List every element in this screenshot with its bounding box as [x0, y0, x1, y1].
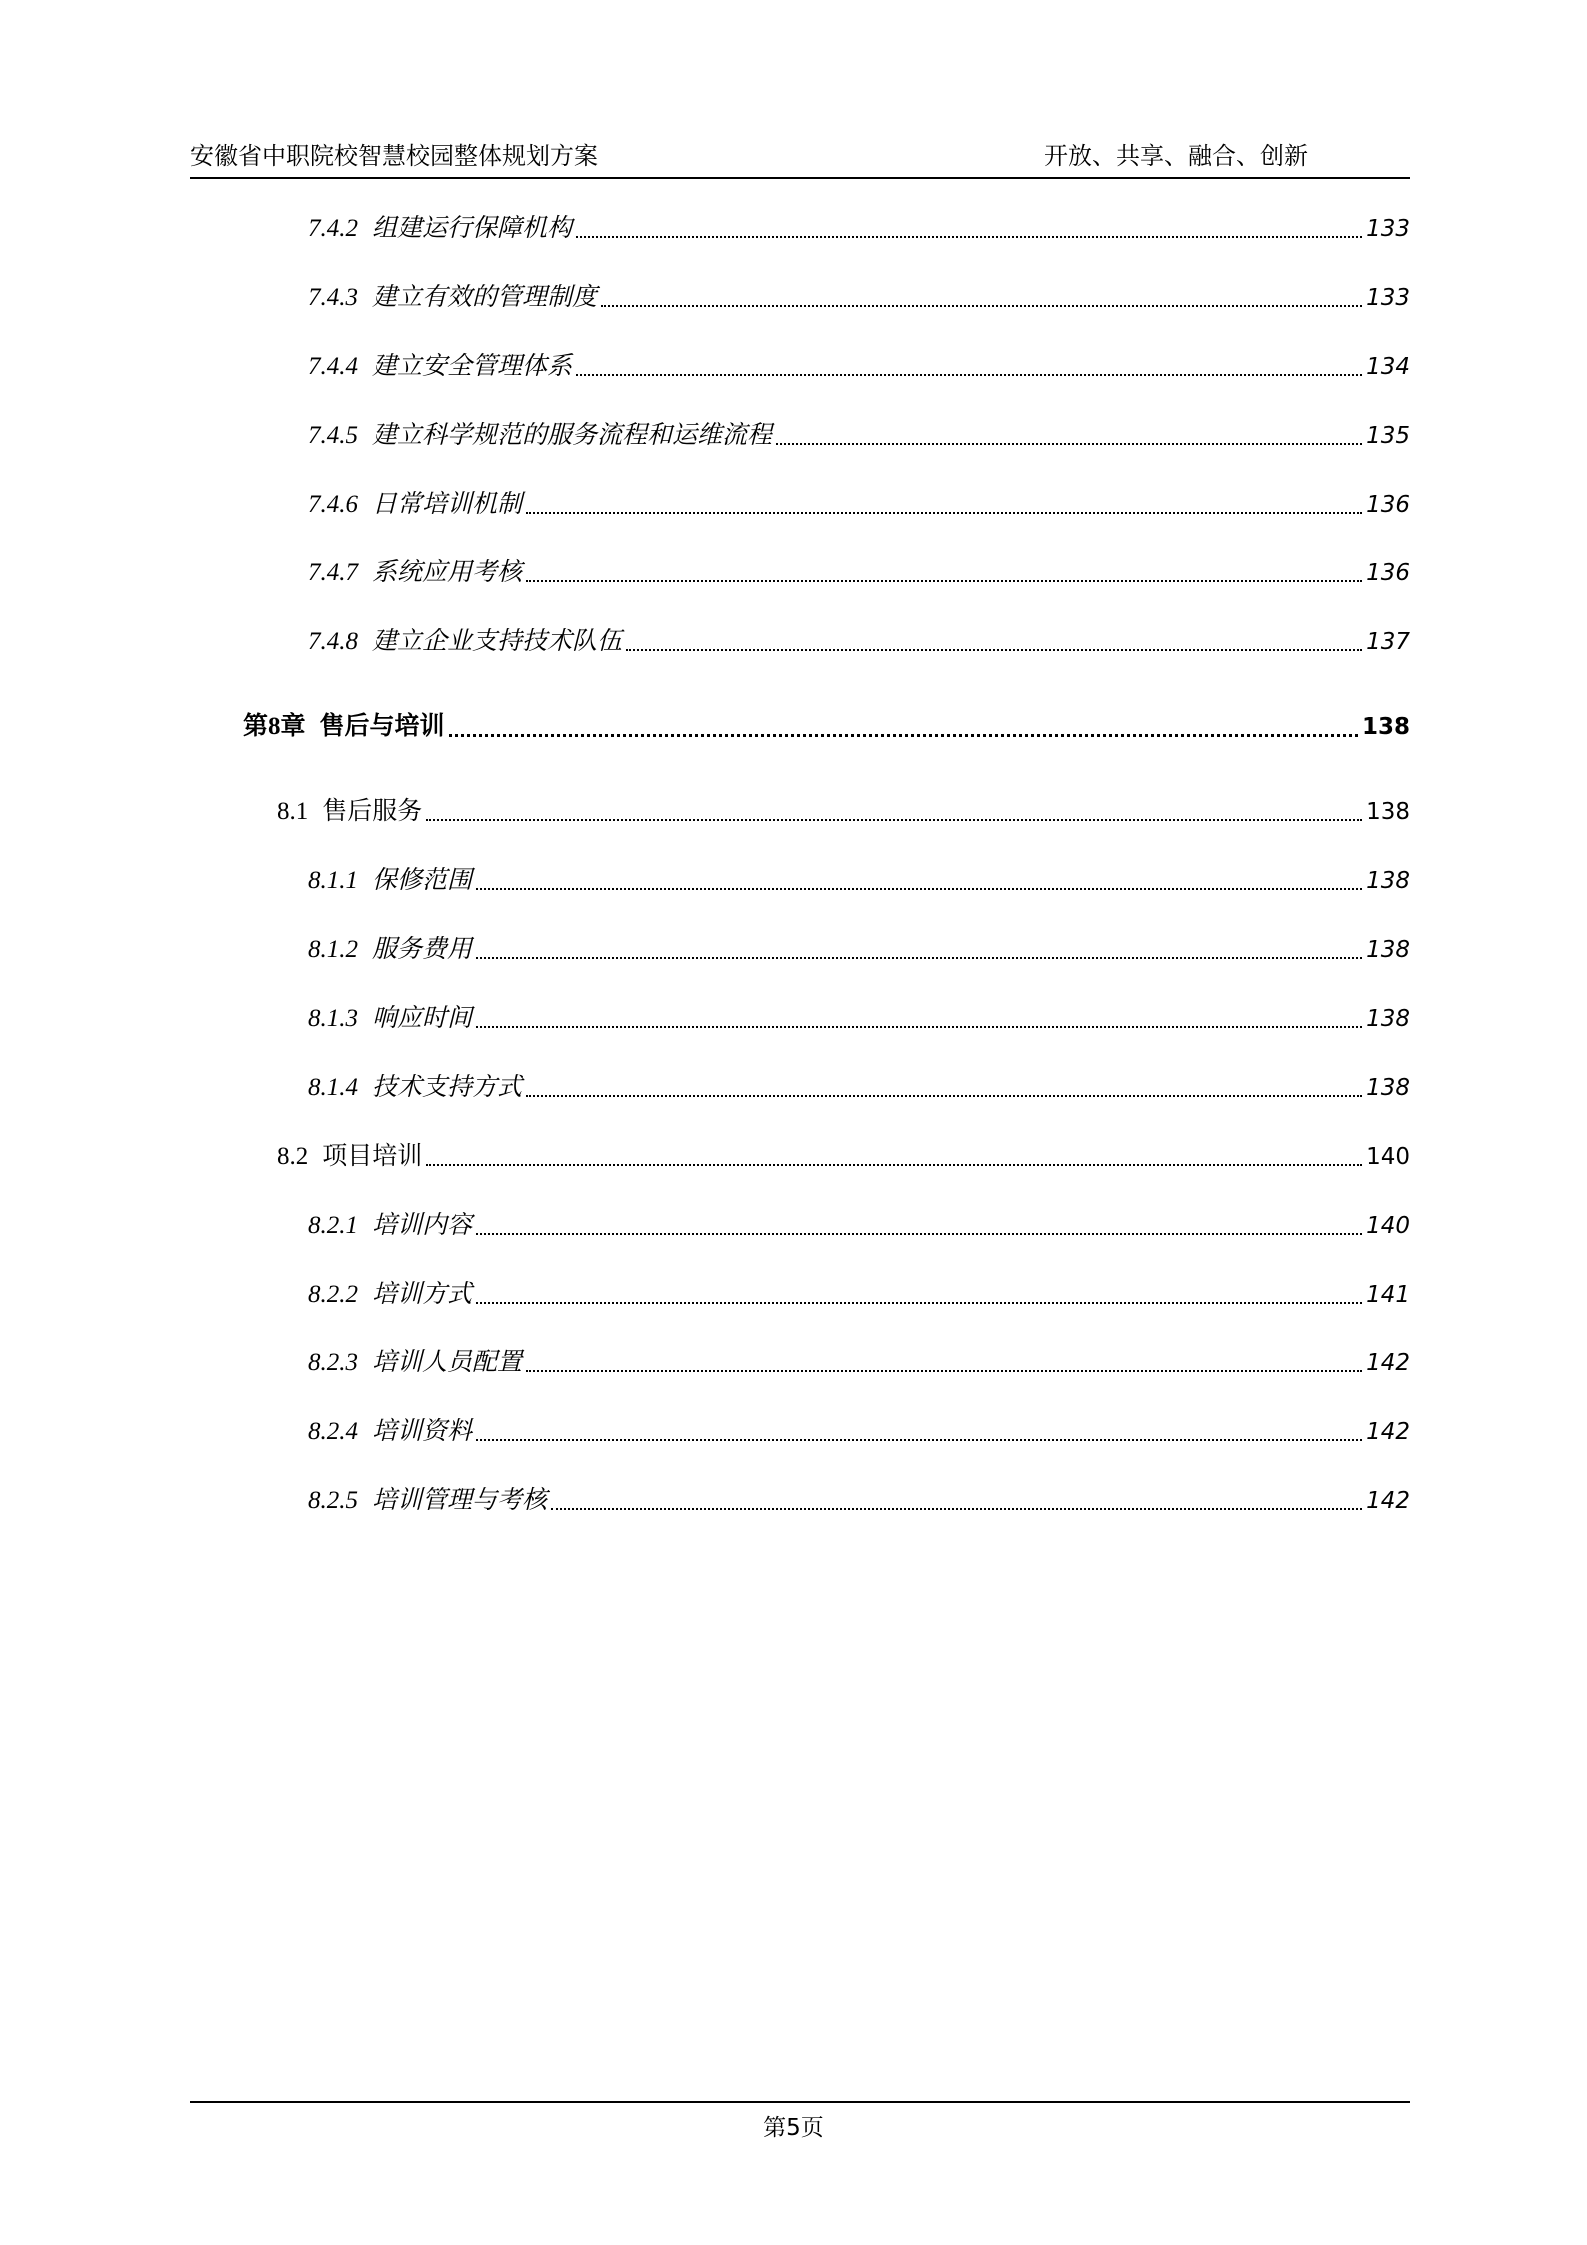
toc-entry[interactable]	[308, 1067, 1410, 1107]
toc-entry-number: 8.1.1	[308, 867, 358, 894]
toc-entry-title: 建立有效的管理制度	[372, 282, 598, 311]
toc-entry-number: 7.4.8	[308, 628, 358, 655]
toc-entry-number: 7.4.6	[308, 491, 358, 518]
toc-entry-page: 142	[1366, 1350, 1410, 1376]
toc-entry-number: 8.2.3	[308, 1349, 358, 1376]
toc-entry-number: 7.4.4	[308, 353, 358, 380]
toc-entry-page: 138	[1361, 714, 1410, 740]
toc-entry[interactable]	[308, 1342, 1410, 1382]
toc-entry-title: 培训管理与考核	[372, 1485, 548, 1514]
toc-entry-title: 技术支持方式	[372, 1072, 523, 1101]
toc-entry[interactable]	[308, 860, 1410, 900]
toc-dot-leader	[576, 374, 1362, 376]
toc-entry-title: 培训方式	[372, 1279, 473, 1308]
toc-entry-number: 7.4.2	[308, 215, 358, 242]
toc-entry-title: 售后服务	[322, 796, 423, 825]
toc-entry-title: 保修范围	[372, 865, 473, 894]
toc-entry[interactable]	[308, 346, 1410, 386]
toc-entry-title: 项目培训	[322, 1141, 423, 1170]
toc-entry-number: 7.4.7	[308, 559, 358, 586]
toc-entry-page: 142	[1366, 1488, 1410, 1514]
toc-entry-number: 8.2.4	[308, 1418, 358, 1445]
toc-dot-leader	[426, 819, 1362, 821]
toc-dot-leader	[601, 305, 1362, 307]
toc-entry[interactable]	[277, 1136, 1410, 1176]
toc-dot-leader	[626, 649, 1362, 651]
toc-dot-leader	[526, 1370, 1362, 1372]
header-divider	[190, 177, 1410, 179]
toc-dot-leader	[576, 236, 1362, 238]
toc-entry-page: 142	[1366, 1419, 1410, 1445]
toc-entry-title: 建立科学规范的服务流程和运维流程	[372, 420, 773, 449]
toc-entry[interactable]	[308, 484, 1410, 524]
toc-entry-page: 138	[1366, 799, 1410, 825]
toc-dot-leader	[476, 1233, 1362, 1235]
toc-entry-title: 售后与培训	[319, 711, 445, 740]
toc-entry[interactable]	[308, 552, 1410, 592]
toc-dot-leader	[776, 443, 1362, 445]
toc-entry-title: 日常培训机制	[372, 489, 523, 518]
toc-dot-leader	[476, 888, 1362, 890]
toc-entry-page: 133	[1366, 216, 1410, 242]
toc-entry-title: 培训资料	[372, 1416, 473, 1445]
toc-entry-title: 建立企业支持技术队伍	[372, 626, 623, 655]
toc-entry-page: 140	[1366, 1213, 1410, 1239]
toc-entry-number: 8.1	[277, 798, 309, 825]
toc-entry-page: 136	[1366, 560, 1410, 586]
page-number: 第5页	[763, 2115, 824, 2141]
document-title: 安徽省中职院校智慧校园整体规划方案	[190, 142, 598, 170]
toc-dot-leader	[476, 1026, 1362, 1028]
toc-entry-title: 培训内容	[372, 1210, 473, 1239]
toc-dot-leader	[526, 512, 1362, 514]
toc-entry-number: 8.2.5	[308, 1487, 358, 1514]
page-header	[190, 136, 1410, 176]
toc-entry[interactable]	[308, 208, 1410, 248]
toc-entry-title: 响应时间	[372, 1003, 473, 1032]
toc-dot-leader	[551, 1508, 1362, 1510]
toc-entry[interactable]	[308, 1274, 1410, 1314]
toc-entry-page: 138	[1366, 868, 1410, 894]
toc-entry[interactable]	[308, 1205, 1410, 1245]
toc-entry-title: 组建运行保障机构	[372, 213, 573, 242]
toc-entry-number: 第8章	[243, 713, 306, 740]
toc-entry-page: 138	[1366, 1006, 1410, 1032]
toc-entry[interactable]	[308, 415, 1410, 455]
toc-entry[interactable]	[308, 929, 1410, 969]
toc-entry-title: 培训人员配置	[372, 1347, 523, 1376]
toc-entry[interactable]	[308, 1480, 1410, 1520]
document-slogan: 开放、共享、融合、创新	[1044, 142, 1308, 170]
toc-entry-number: 8.2.2	[308, 1281, 358, 1308]
toc-entry-number: 8.2.1	[308, 1212, 358, 1239]
toc-entry-number: 8.1.2	[308, 936, 358, 963]
toc-entry[interactable]	[308, 621, 1410, 661]
footer-divider	[190, 2101, 1410, 2103]
toc-entry-number: 7.4.3	[308, 284, 358, 311]
toc-dot-leader	[476, 1302, 1362, 1304]
toc-entry-page: 135	[1366, 423, 1410, 449]
toc-dot-leader	[449, 734, 1358, 737]
toc-entry-page: 136	[1366, 492, 1410, 518]
toc-dot-leader	[526, 1095, 1362, 1097]
toc-entry[interactable]	[243, 706, 1410, 746]
toc-entry-title: 系统应用考核	[372, 557, 523, 586]
toc-dot-leader	[526, 580, 1362, 582]
toc-entry-number: 8.1.4	[308, 1074, 358, 1101]
toc-dot-leader	[426, 1164, 1362, 1166]
toc-entry-page: 137	[1366, 629, 1410, 655]
toc-entry-page: 138	[1366, 937, 1410, 963]
toc-entry-page: 133	[1366, 285, 1410, 311]
toc-entry-page: 138	[1366, 1075, 1410, 1101]
toc-dot-leader	[476, 1439, 1362, 1441]
toc-entry[interactable]	[308, 998, 1410, 1038]
toc-dot-leader	[476, 957, 1362, 959]
toc-entry[interactable]	[277, 791, 1410, 831]
toc-entry-title: 建立安全管理体系	[372, 351, 573, 380]
toc-entry[interactable]	[308, 1411, 1410, 1451]
toc-entry-page: 134	[1366, 354, 1410, 380]
toc-entry-number: 8.1.3	[308, 1005, 358, 1032]
toc-entry-number: 7.4.5	[308, 422, 358, 449]
toc-entry-title: 服务费用	[372, 934, 473, 963]
toc-entry[interactable]	[308, 277, 1410, 317]
toc-entry-number: 8.2	[277, 1143, 309, 1170]
toc-entry-page: 140	[1366, 1144, 1410, 1170]
toc-entry-page: 141	[1366, 1282, 1410, 1308]
